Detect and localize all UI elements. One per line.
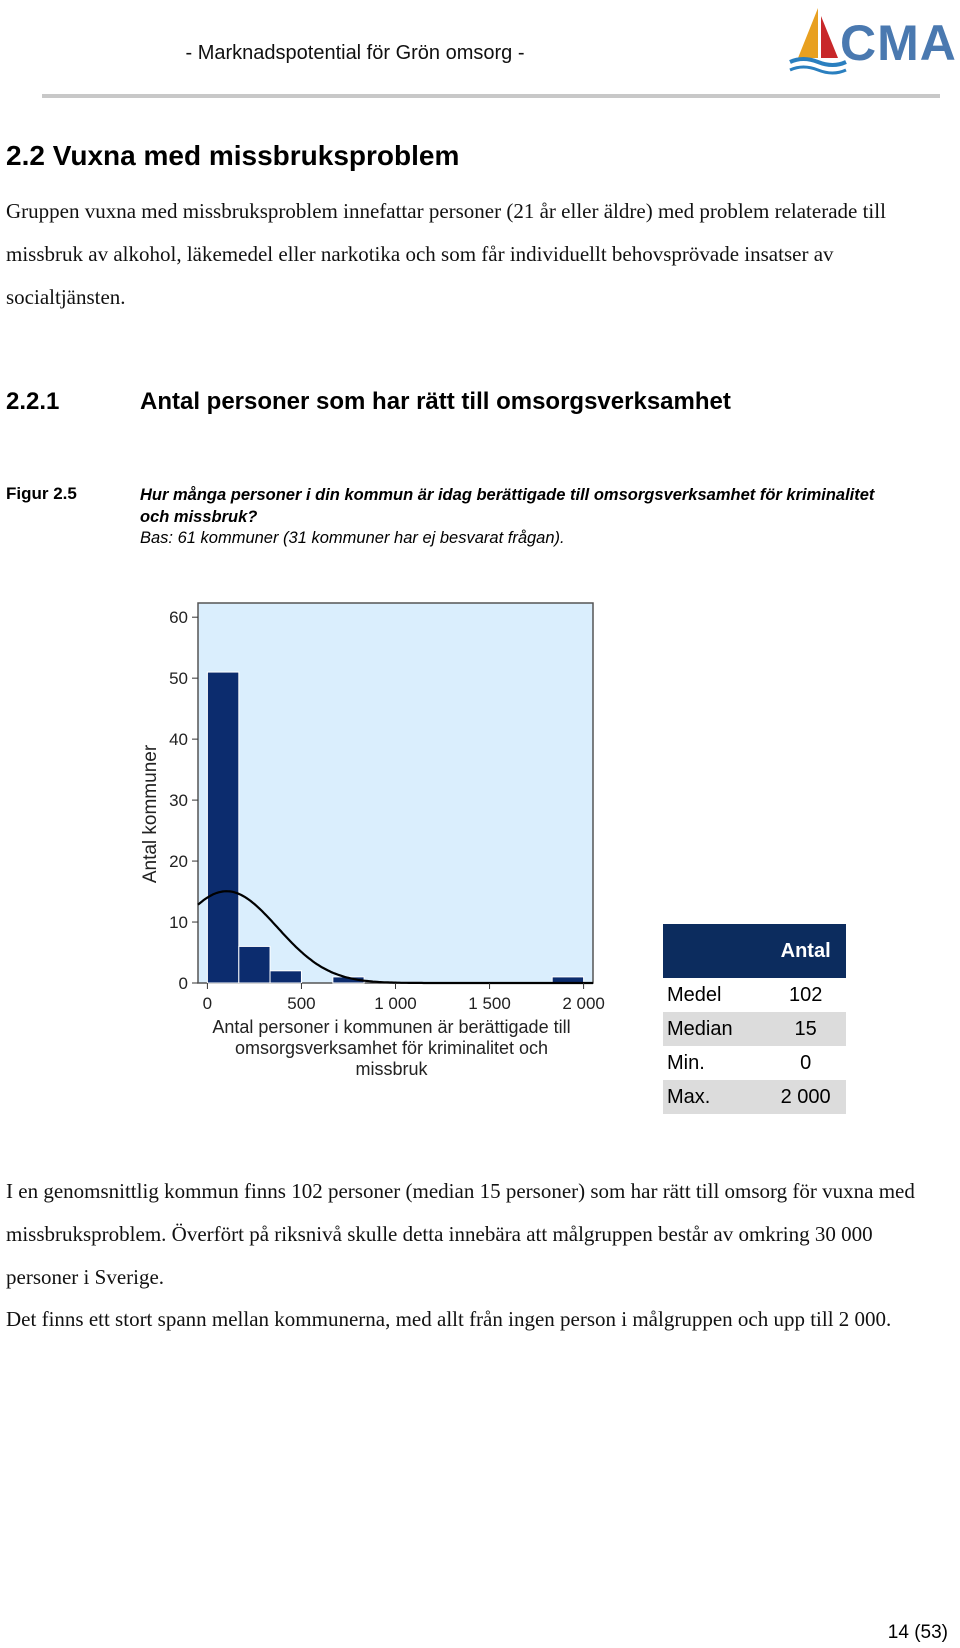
stats-label: Median [663,1012,765,1046]
stats-row-min [663,1046,846,1080]
stats-value: 15 [765,1012,846,1046]
histogram-bar [207,672,238,983]
stats-label: Min. [667,1051,705,1074]
stats-label: Max. [663,1080,765,1114]
sailboat-icon [788,2,848,80]
plot-area [198,603,593,983]
x-axis-label [212,1017,570,1079]
stats-table [663,924,846,1114]
figure-label: Figur 2.5 [6,484,77,503]
y-tick-label: 10 [169,913,188,933]
x-tick-label: 0 [202,994,213,1013]
x-tick-label: 2 000 [562,994,605,1013]
y-axis-label: Antal kommuner [140,744,161,884]
stats-header-row [663,924,846,978]
range-paragraph: Det finns ett stort spann mellan kommunerna, med allt från ingen person i målgruppen och upp till 2 000. [6,1307,892,1331]
result-paragraph: I en genomsnittlig kommun finns 102 personer (median 15 personer) som har rätt till omsorg för vuxna med missbruksproblem. Överfört på riksnivå skulle detta innebära att målgruppen består av omkring 30 000 personer i Sverige. [6,1179,915,1289]
y-tick-label: 0 [178,974,188,993]
histogram-bar [270,971,301,983]
x-axis-label-line: Antal personer i kommunen är berättigade till [212,1017,571,1037]
subsection-title: Antal personer som har rätt till omsorgsverksamhet [140,388,731,415]
cma-logo [788,2,960,80]
stats-label-header [663,924,765,978]
x-axis-label-line: missbruk [355,1059,428,1079]
figure-base-note: Bas: 61 kommuner (31 kommuner har ej besvarat frågan). [140,529,565,547]
figure-question: Hur många personer i din kommun är idag berättigade till omsorgsverksamhet för kriminalitet och missbruk? [140,486,875,526]
stats-value: 102 [788,983,823,1006]
running-header: - Marknadspotential för Grön omsorg - [185,42,525,64]
x-tick-label: 500 [287,994,316,1013]
x-tick-label: 1 000 [374,994,417,1013]
stats-value: 0 [800,1051,812,1074]
intro-paragraph: Gruppen vuxna med missbruksproblem innefattar personer (21 år eller äldre) med problem relaterade till missbruk av alkohol, läkemedel eller narkotika och som får individuellt behovsprövade insatser av socialtjänsten. [6,199,886,309]
y-tick-label: 30 [169,791,188,811]
logo-text: CMA [840,15,957,71]
stats-label: Medel [667,983,722,1006]
page-number: 14 (53) [887,1622,948,1643]
stats-row-median [663,1012,846,1046]
y-tick-label: 60 [169,608,188,628]
section-heading: 2.2 Vuxna med missbruksproblem [6,140,460,171]
y-tick-label: 20 [169,852,188,872]
y-tick-label: 50 [169,669,188,689]
subsection-number: 2.2.1 [6,388,60,415]
header-divider [42,94,940,98]
stats-value: 2 000 [765,1080,846,1114]
stats-header: Antal [765,924,846,978]
histogram-bar [239,946,270,983]
x-tick-label: 1 500 [468,994,511,1013]
histogram-chart [130,600,650,1120]
x-axis-label-line: omsorgsverksamhet för kriminalitet och [234,1038,549,1058]
stats-row-medel [663,978,846,1012]
y-tick-label: 40 [169,730,188,750]
stats-row-max [663,1080,846,1114]
